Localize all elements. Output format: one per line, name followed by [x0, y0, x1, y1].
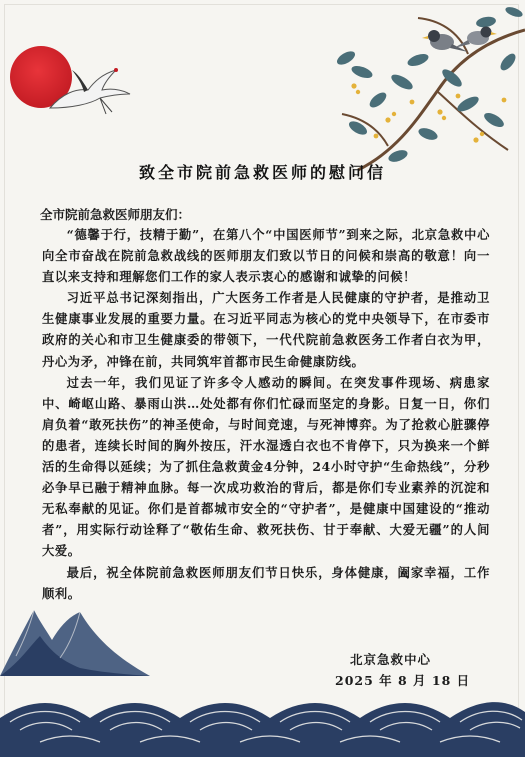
ocean-waves-icon	[0, 678, 525, 757]
letter-paragraph: 过去一年，我们见证了许多令人感动的瞬间。在突发事件现场、病患家中、崎岖山路、暴雨山洪…处处都有你们忙碌而坚定的身影。日复一日，你们肩负着“敢死扶伤”的神圣使命，与时间竞速，与死神博弈。为了抢救心脏骤停的患者，连续长时间的胸外按压，汗水湿透白衣也不肯停下，只为换来一个鲜活的生命得以延续；为了抓住急救黄金4分钟，24小时守护“生命热线”，分秒必争早已融于精神血脉。每一次成功救治的背后，都是你们专业素养的沉淀和无私奉献的见证。你们是首都城市安全的“守护者”，是健康中国建设的“推动者”，用实际行动诠释了“敬佑生命、救死扶伤、甘于奉献、大爱无疆”的人间大爱。	[42, 374, 490, 559]
ink-mountains-icon	[0, 596, 150, 678]
letter-paragraph: “德馨于行，技精于勤”，在第八个“中国医师节”到来之际，北京急救中心向全市奋战在院前急救战线的医师朋友们致以节日的问候和崇高的敬意！向一直以来支持和理解您们工作的家人表示衷心的感谢和诚挚的问候！	[42, 227, 490, 285]
letter-paragraph: 习近平总书记深刻指出，广大医务工作者是人民健康的守护者，是推动卫生健康事业发展的重要力量。在习近平同志为核心的党中央领导下，在市委市政府的关心和市卫生健康委的带领下，一代代院前急救医务工作者白衣为甲，丹心为矛，冲锋在前，共同筑牢首都市民生命健康防线。	[42, 290, 490, 369]
signature-date: 2025 年 8 月 18 日	[335, 673, 471, 688]
letter-greeting: 全市院前急救医师朋友们：	[40, 207, 191, 222]
crane-icon	[42, 64, 132, 116]
letter-title: 致全市院前急救医师的慰问信	[138, 163, 386, 182]
signature-organization: 北京急救中心	[350, 652, 432, 667]
letter-body	[42, 224, 490, 604]
letter-paragraph: 最后，祝全体院前急救医师朋友们节日快乐，身体健康，阖家幸福，工作顺利。	[42, 564, 490, 601]
